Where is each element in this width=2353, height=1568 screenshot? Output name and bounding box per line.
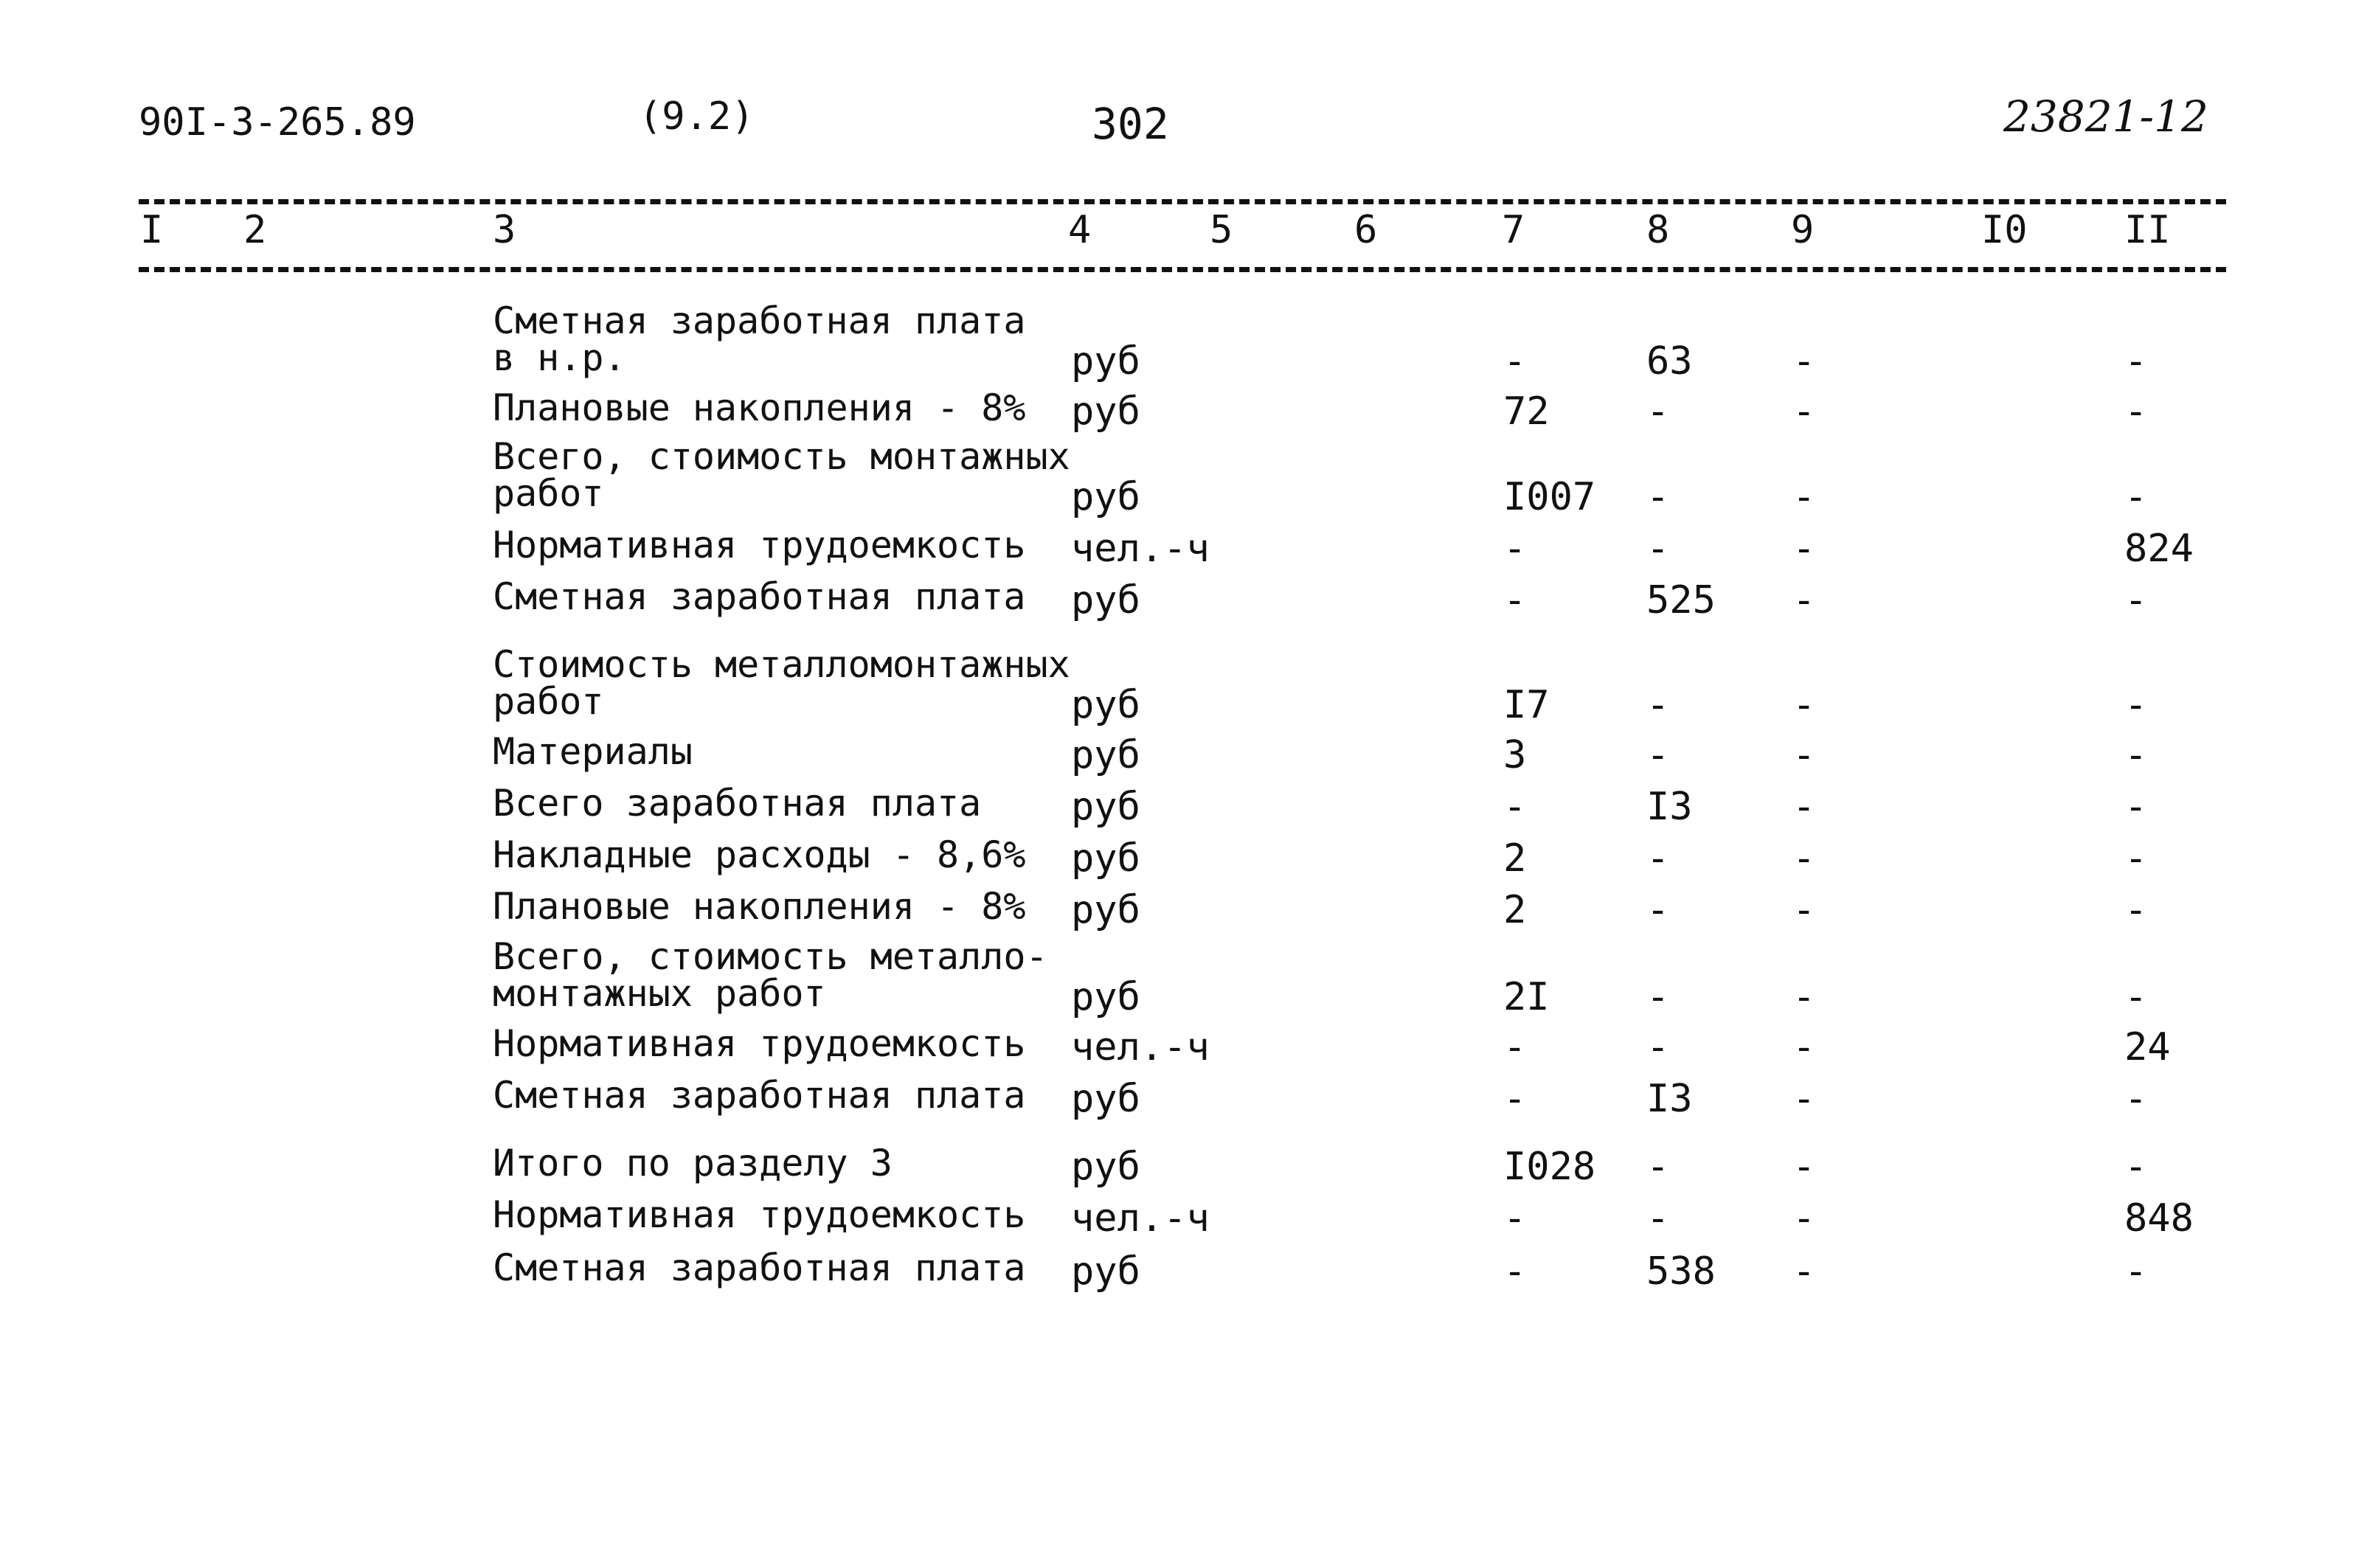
table-row bbox=[0, 935, 2353, 1027]
row-labor: - bbox=[2124, 339, 2148, 384]
row-col9: - bbox=[1792, 389, 1816, 434]
row-unit: руб bbox=[1071, 578, 1140, 622]
row-labor: - bbox=[2124, 475, 2148, 519]
row-labor: - bbox=[2124, 578, 2148, 622]
archive-number: 23821-12 bbox=[2003, 91, 2208, 142]
page-number: 302 bbox=[1092, 99, 1169, 149]
row-wage: I3 bbox=[1646, 785, 1693, 829]
row-col9: - bbox=[1792, 1249, 1816, 1294]
row-cost: I7 bbox=[1503, 683, 1550, 727]
table-row bbox=[0, 1246, 2353, 1338]
row-wage: 538 bbox=[1646, 1249, 1716, 1294]
row-col9: - bbox=[1792, 683, 1816, 727]
row-labor: - bbox=[2124, 389, 2148, 434]
row-description: Сметная заработная плата bbox=[493, 1246, 1026, 1289]
row-description: Материалы bbox=[493, 730, 693, 773]
row-cost: - bbox=[1503, 1249, 1527, 1294]
row-labor: - bbox=[2124, 888, 2148, 932]
row-col9: - bbox=[1792, 527, 1816, 571]
row-unit: чел.-ч bbox=[1071, 527, 1210, 571]
row-cost: - bbox=[1503, 578, 1527, 622]
row-description: Всего, стоимость металло- монтажных работ bbox=[493, 935, 1048, 1015]
row-cost: 72 bbox=[1503, 389, 1550, 434]
column-number: II bbox=[2124, 208, 2171, 252]
row-unit: руб bbox=[1071, 475, 1140, 519]
column-number: 2 bbox=[243, 208, 267, 252]
row-wage: - bbox=[1646, 389, 1670, 434]
row-labor: 824 bbox=[2124, 527, 2194, 571]
row-unit: руб bbox=[1071, 836, 1140, 881]
table-row bbox=[0, 643, 2353, 735]
column-number: 4 bbox=[1068, 208, 1092, 252]
row-cost: 2I bbox=[1503, 975, 1550, 1019]
table-row bbox=[0, 435, 2353, 527]
row-col9: - bbox=[1792, 836, 1816, 881]
row-description: Плановые накопления - 8% bbox=[493, 885, 1026, 928]
row-description: Всего, стоимость монтажных работ bbox=[493, 435, 1070, 515]
row-unit: руб bbox=[1071, 785, 1140, 829]
row-description: Сметная заработная плата bbox=[493, 1074, 1026, 1117]
table-row bbox=[0, 299, 2353, 391]
row-col9: - bbox=[1792, 1025, 1816, 1069]
row-col9: - bbox=[1792, 1077, 1816, 1121]
row-wage: I3 bbox=[1646, 1077, 1693, 1121]
row-unit: чел.-ч bbox=[1071, 1196, 1210, 1241]
row-wage: 525 bbox=[1646, 578, 1716, 622]
row-description: Сметная заработная плата bbox=[493, 575, 1026, 618]
row-cost: - bbox=[1503, 1196, 1527, 1241]
row-col9: - bbox=[1792, 975, 1816, 1019]
row-cost: - bbox=[1503, 1077, 1527, 1121]
row-col9: - bbox=[1792, 339, 1816, 384]
row-cost: I028 bbox=[1503, 1145, 1596, 1189]
row-cost: - bbox=[1503, 339, 1527, 384]
row-description: Накладные расходы - 8,6% bbox=[493, 833, 1026, 876]
column-number: 9 bbox=[1791, 208, 1815, 252]
row-wage: 63 bbox=[1646, 339, 1693, 384]
row-cost: 2 bbox=[1503, 836, 1527, 881]
column-number: 3 bbox=[493, 208, 516, 252]
row-labor: - bbox=[2124, 785, 2148, 829]
row-wage: - bbox=[1646, 475, 1670, 519]
row-labor: - bbox=[2124, 1077, 2148, 1121]
row-description: Сметная заработная плата в н.р. bbox=[493, 299, 1026, 379]
section-number: (9.2) bbox=[639, 94, 755, 139]
row-labor: - bbox=[2124, 975, 2148, 1019]
row-cost: 3 bbox=[1503, 733, 1527, 777]
row-col9: - bbox=[1792, 578, 1816, 622]
row-wage: - bbox=[1646, 975, 1670, 1019]
row-wage: - bbox=[1646, 836, 1670, 881]
row-cost: - bbox=[1503, 785, 1527, 829]
row-labor: - bbox=[2124, 1145, 2148, 1189]
row-description: Плановые накопления - 8% bbox=[493, 386, 1026, 429]
row-description: Всего заработная плата bbox=[493, 782, 982, 825]
row-unit: руб bbox=[1071, 888, 1140, 932]
row-labor: 24 bbox=[2124, 1025, 2171, 1069]
row-description: Стоимость металломонтажных работ bbox=[493, 643, 1070, 723]
row-col9: - bbox=[1792, 475, 1816, 519]
row-description: Нормативная трудоемкость bbox=[493, 1193, 1026, 1236]
row-wage: - bbox=[1646, 1025, 1670, 1069]
row-unit: руб bbox=[1071, 733, 1140, 777]
row-unit: руб bbox=[1071, 1249, 1140, 1294]
header-bottom-rule bbox=[139, 267, 2226, 272]
row-unit: руб bbox=[1071, 683, 1140, 727]
row-description: Нормативная трудоемкость bbox=[493, 524, 1026, 566]
row-col9: - bbox=[1792, 1145, 1816, 1189]
row-wage: - bbox=[1646, 1145, 1670, 1189]
column-number: 8 bbox=[1646, 208, 1670, 252]
row-labor: - bbox=[2124, 836, 2148, 881]
row-labor: - bbox=[2124, 683, 2148, 727]
table-top-rule bbox=[139, 199, 2226, 204]
row-unit: чел.-ч bbox=[1071, 1025, 1210, 1069]
column-number: I0 bbox=[1981, 208, 2028, 252]
row-labor: - bbox=[2124, 1249, 2148, 1294]
row-description: Итого по разделу 3 bbox=[493, 1142, 893, 1184]
row-wage: - bbox=[1646, 888, 1670, 932]
row-unit: руб bbox=[1071, 975, 1140, 1019]
row-wage: - bbox=[1646, 733, 1670, 777]
column-number: I bbox=[140, 208, 164, 252]
row-unit: руб bbox=[1071, 339, 1140, 384]
column-number: 5 bbox=[1210, 208, 1233, 252]
row-wage: - bbox=[1646, 1196, 1670, 1241]
row-col9: - bbox=[1792, 785, 1816, 829]
column-number: 6 bbox=[1354, 208, 1378, 252]
row-labor: 848 bbox=[2124, 1196, 2194, 1241]
document-code: 90I-3-265.89 bbox=[139, 100, 416, 145]
row-unit: руб bbox=[1071, 1077, 1140, 1121]
row-cost: I007 bbox=[1503, 475, 1596, 519]
row-wage: - bbox=[1646, 683, 1670, 727]
row-description: Нормативная трудоемкость bbox=[493, 1022, 1026, 1065]
row-unit: руб bbox=[1071, 1145, 1140, 1189]
row-labor: - bbox=[2124, 733, 2148, 777]
column-number: 7 bbox=[1502, 208, 1525, 252]
row-wage: - bbox=[1646, 527, 1670, 571]
row-cost: - bbox=[1503, 1025, 1527, 1069]
row-col9: - bbox=[1792, 1196, 1816, 1241]
row-unit: руб bbox=[1071, 389, 1140, 434]
row-cost: - bbox=[1503, 527, 1527, 571]
row-col9: - bbox=[1792, 733, 1816, 777]
row-col9: - bbox=[1792, 888, 1816, 932]
row-cost: 2 bbox=[1503, 888, 1527, 932]
